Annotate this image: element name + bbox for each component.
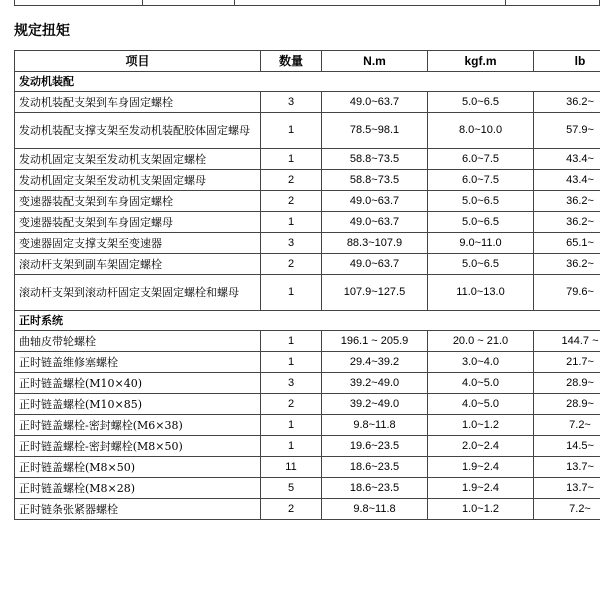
cell-kgfm: 3.0~4.0 [428,352,534,373]
table-row [15,352,600,373]
cell-nm: 19.6~23.5 [322,436,428,457]
cell-item: 正时链盖螺栓-密封螺栓(M6×38) [15,415,261,436]
cell-nm: 78.5~98.1 [322,113,428,149]
cell-lb: 7.2~ [534,415,600,436]
group-header-row [15,72,600,92]
cell-kgfm: 1.0~1.2 [428,499,534,520]
cell-lb: 13.7~ [534,478,600,499]
column-header-lb: lb [534,51,600,72]
group-title: 发动机装配 [15,72,600,92]
cell-item: 正时链盖维修塞螺栓 [15,352,261,373]
cell-kgfm: 1.0~1.2 [428,415,534,436]
cell-item: 滚动杆支架到副车架固定螺栓 [15,254,261,275]
cell-item: 正时链盖螺栓(M8×28) [15,478,261,499]
cell-quantity: 1 [261,415,322,436]
cell-lb: 7.2~ [534,499,600,520]
cell-item: 变速器装配支架到车身固定螺母 [15,212,261,233]
cell-quantity: 3 [261,92,322,113]
cell-nm: 88.3~107.9 [322,233,428,254]
cell-item: 正时链盖螺栓-密封螺栓(M8×50) [15,436,261,457]
cell-quantity: 2 [261,191,322,212]
cell-quantity: 3 [261,233,322,254]
cell-item: 正时链盖螺栓(M10×85) [15,394,261,415]
cell-lb: 43.4~ [534,149,600,170]
table-row [15,191,600,212]
cell-quantity: 1 [261,113,322,149]
cell-kgfm: 2.0~2.4 [428,436,534,457]
cell-kgfm: 8.0~10.0 [428,113,534,149]
cell-item: 正时链条张紧器螺栓 [15,499,261,520]
cell-item: 发动机装配支架到车身固定螺栓 [15,92,261,113]
cell-item: 发动机装配支撑支架至发动机装配胶体固定螺母 [15,113,261,149]
cell-item: 发动机固定支架至发动机支架固定螺母 [15,170,261,191]
cell-kgfm: 5.0~6.5 [428,191,534,212]
cell-item: 正时链盖螺栓(M10×40) [15,373,261,394]
cell-nm: 9.8~11.8 [322,499,428,520]
cell-nm: 196.1 ~ 205.9 [322,331,428,352]
table-row [15,499,600,520]
cell-nm: 29.4~39.2 [322,352,428,373]
cell-lb: 36.2~ [534,191,600,212]
cell-kgfm: 6.0~7.5 [428,170,534,191]
cell-quantity: 2 [261,394,322,415]
cell-lb: 28.9~ [534,373,600,394]
cell-lb: 13.7~ [534,457,600,478]
cell-lb: 28.9~ [534,394,600,415]
previous-table-fragment [14,0,600,6]
cell-lb: 57.9~ [534,113,600,149]
cell-kgfm: 20.0 ~ 21.0 [428,331,534,352]
cell-lb: 36.2~ [534,92,600,113]
table-row [15,212,600,233]
table-row [15,149,600,170]
cell-lb: 65.1~ [534,233,600,254]
cell-kgfm: 9.0~11.0 [428,233,534,254]
cell-nm: 107.9~127.5 [322,275,428,311]
cell-kgfm: 4.0~5.0 [428,394,534,415]
group-title: 正时系统 [15,311,600,331]
cell-nm: 58.8~73.5 [322,149,428,170]
table-row [15,233,600,254]
cell-kgfm: 11.0~13.0 [428,275,534,311]
cell-item: 正时链盖螺栓(M8×50) [15,457,261,478]
torque-spec-table [14,50,600,520]
table-row [15,373,600,394]
cell-quantity: 3 [261,373,322,394]
cell-quantity: 5 [261,478,322,499]
cell-nm: 49.0~63.7 [322,254,428,275]
column-header-qty: 数量 [261,51,322,72]
cell-kgfm: 6.0~7.5 [428,149,534,170]
cell-quantity: 2 [261,499,322,520]
group-header-row [15,311,600,331]
cell-quantity: 1 [261,275,322,311]
cell-lb: 144.7 ~ [534,331,600,352]
table-row [15,436,600,457]
cell-item: 滚动杆支架到滚动杆固定支架固定螺栓和螺母 [15,275,261,311]
table-header-row [15,51,600,72]
table-row [15,170,600,191]
cell-quantity: 11 [261,457,322,478]
section-title: 规定扭矩 [14,23,70,39]
cell-nm: 49.0~63.7 [322,212,428,233]
cell-item: 变速器固定支撑支架至变速器 [15,233,261,254]
table-row [15,478,600,499]
cell-quantity: 2 [261,170,322,191]
cell-lb: 36.2~ [534,212,600,233]
cell-nm: 49.0~63.7 [322,92,428,113]
cell-lb: 36.2~ [534,254,600,275]
cell-quantity: 1 [261,352,322,373]
table-row [15,394,600,415]
column-header-nm: N.m [322,51,428,72]
cell-lb: 79.6~ [534,275,600,311]
cell-item: 曲轴皮带轮螺栓 [15,331,261,352]
table-row [15,254,600,275]
cell-kgfm: 5.0~6.5 [428,254,534,275]
cell-item: 发动机固定支架至发动机支架固定螺栓 [15,149,261,170]
cell-kgfm: 1.9~2.4 [428,457,534,478]
cell-quantity: 2 [261,254,322,275]
table-row [15,415,600,436]
cell-kgfm: 1.9~2.4 [428,478,534,499]
cell-nm: 9.8~11.8 [322,415,428,436]
cell-lb: 14.5~ [534,436,600,457]
table-row [15,275,600,311]
cell-nm: 39.2~49.0 [322,394,428,415]
cell-nm: 58.8~73.5 [322,170,428,191]
cell-nm: 39.2~49.0 [322,373,428,394]
cell-quantity: 1 [261,436,322,457]
cell-nm: 18.6~23.5 [322,478,428,499]
column-header-kgfm: kgf.m [428,51,534,72]
cell-kgfm: 4.0~5.0 [428,373,534,394]
cell-nm: 18.6~23.5 [322,457,428,478]
cell-quantity: 1 [261,212,322,233]
cell-kgfm: 5.0~6.5 [428,212,534,233]
table-body [15,72,600,520]
cell-quantity: 1 [261,331,322,352]
cell-lb: 21.7~ [534,352,600,373]
table-row [15,113,600,149]
cell-kgfm: 5.0~6.5 [428,92,534,113]
cell-nm: 49.0~63.7 [322,191,428,212]
column-header-item: 项目 [15,51,261,72]
cell-lb: 43.4~ [534,170,600,191]
table-row [15,457,600,478]
table-row [15,92,600,113]
cell-item: 变速器装配支架到车身固定螺栓 [15,191,261,212]
table-row [15,331,600,352]
cell-quantity: 1 [261,149,322,170]
